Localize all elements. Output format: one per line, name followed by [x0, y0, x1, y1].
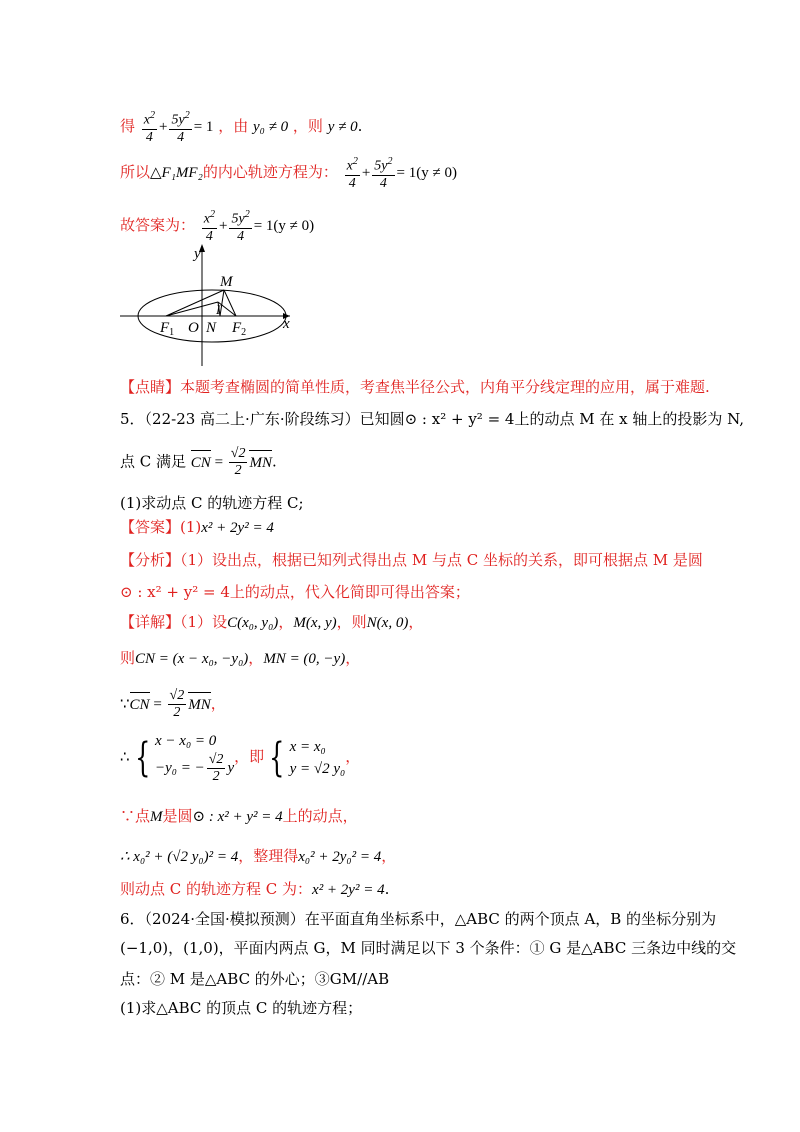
line-2: 所以△F₁MF₂的内心轨迹方程为： $\frac{x^2}{4}$ + $\frac{5y^2}{4}$ = 1(y ≠ 0)	[120, 156, 457, 191]
vector-MN: MN	[249, 454, 272, 471]
q5-system: ∴ { x − x₀ = 0 −y₀ = − $\frac{√2}{2}$ y ，即 { x = x₀ y = √2 y₀ ，	[120, 730, 360, 785]
q5-vectors: 则CN = (x − x₀, −y₀)，MN = (0, −y)，	[120, 649, 361, 667]
system-2: x = x₀ y = √2 y₀	[289, 738, 346, 777]
fraction-5y2-over-4: $\frac{5y^2}{4}$	[231, 209, 250, 244]
q5-conclusion: 则动点 C 的轨迹方程 C 为：x² + 2y² = 4.	[120, 880, 390, 898]
q5-answer: 【答案】(1)x² + 2y² = 4	[120, 518, 274, 536]
q5-because-line: ∵CN = $\frac{√2}{2}$ MN，	[120, 688, 226, 720]
label-M: M	[220, 274, 233, 290]
fraction-sqrt2-over-2: $\frac{√2}{2}$	[169, 688, 185, 720]
q5-subst: ∴ x₀² + (√2 y₀)² = 4，整理得x₀² + 2y₀² = 4，	[120, 847, 397, 865]
label-x: x	[283, 316, 290, 332]
vector-MN: MN	[188, 696, 211, 713]
q6-line-2: (−1,0)，(1,0)，平面内两点 G，M 同时满足以下 3 个条件：① G 是△ABC 三条边中线的交	[120, 939, 737, 957]
ellipse-figure	[120, 240, 300, 370]
q6-line-1: 6．（2024·全国·模拟预测）在平面直角坐标系中，△ABC 的两个顶点 A，B 的坐标分别为	[120, 910, 717, 928]
label-I: I	[216, 302, 221, 317]
fraction-x2-over-4: $\frac{x^2}{4}$	[203, 209, 216, 244]
segment-M-N	[220, 290, 224, 316]
q6-line-3: 点：② M 是△ABC 的外心；③GM//AB	[120, 970, 390, 988]
label-N: N	[206, 320, 217, 336]
line-3: 故答案为： $\frac{x^2}{4}$ + $\frac{5y^2}{4}$ = 1(y ≠ 0)	[120, 209, 315, 244]
segment-M-F2	[224, 290, 236, 316]
q5-analysis-1: 【分析】（1）设出点，根据已知列式得出点 M 与点 C 坐标的关系，即可根据点 M 是圆	[120, 551, 703, 569]
q5-part1: (1)求动点 C 的轨迹方程 C;	[120, 494, 304, 512]
q5-head: 5．（22-23 高二上·广东·阶段练习）已知圆⊙ : x² + y² = 4上的动点 M 在 x 轴上的投影为 N,	[120, 410, 745, 428]
fraction-x2-over-4: $\frac{x^2}{4}$	[143, 110, 156, 145]
fraction-5y2-over-4: $\frac{5y^2}{4}$	[374, 156, 393, 191]
fraction-x2-over-4: $\frac{x^2}{4}$	[346, 156, 358, 191]
q6-part1: (1)求△ABC 的顶点 C 的轨迹方程；	[120, 999, 363, 1017]
q5-detail-1: 【详解】（1）设C(x₀, y₀)，M(x, y)，则N(x, 0)，	[120, 613, 424, 631]
q5-analysis-2: ⊙ : x² + y² = 4上的动点，代入化简即可得出答案；	[120, 583, 470, 601]
vector-CN: CN	[190, 454, 211, 471]
q5-point-M: ∵点M是圆⊙ : x² + y² = 4上的动点，	[120, 807, 358, 825]
label-y: y	[194, 246, 201, 262]
q5-line-2: 点 C 满足 CN = $\frac{√2}{2}$ MN.	[120, 446, 277, 478]
label-F1: $F_1$	[160, 320, 175, 338]
fraction-5y2-over-4: $\frac{5y^2}{4}$	[171, 110, 190, 145]
comment-line: 【点睛】本题考查椭圆的简单性质，考查焦半径公式，内角平分线定理的应用，属于难题.	[120, 378, 710, 396]
line-1: 得 $\frac{x^2}{4}$ + $\frac{5y^2}{4}$ = 1 ，由 y₀ ≠ 0 ，则 y ≠ 0.	[120, 110, 363, 145]
label-O: O	[188, 320, 199, 336]
label-F2: $F_2$	[232, 320, 247, 338]
vector-CN: CN	[129, 696, 150, 713]
system-1: x − x₀ = 0 −y₀ = − $\frac{√2}{2}$ y	[155, 733, 235, 784]
fraction-sqrt2-over-2: $\frac{√2}{2}$	[230, 446, 246, 478]
